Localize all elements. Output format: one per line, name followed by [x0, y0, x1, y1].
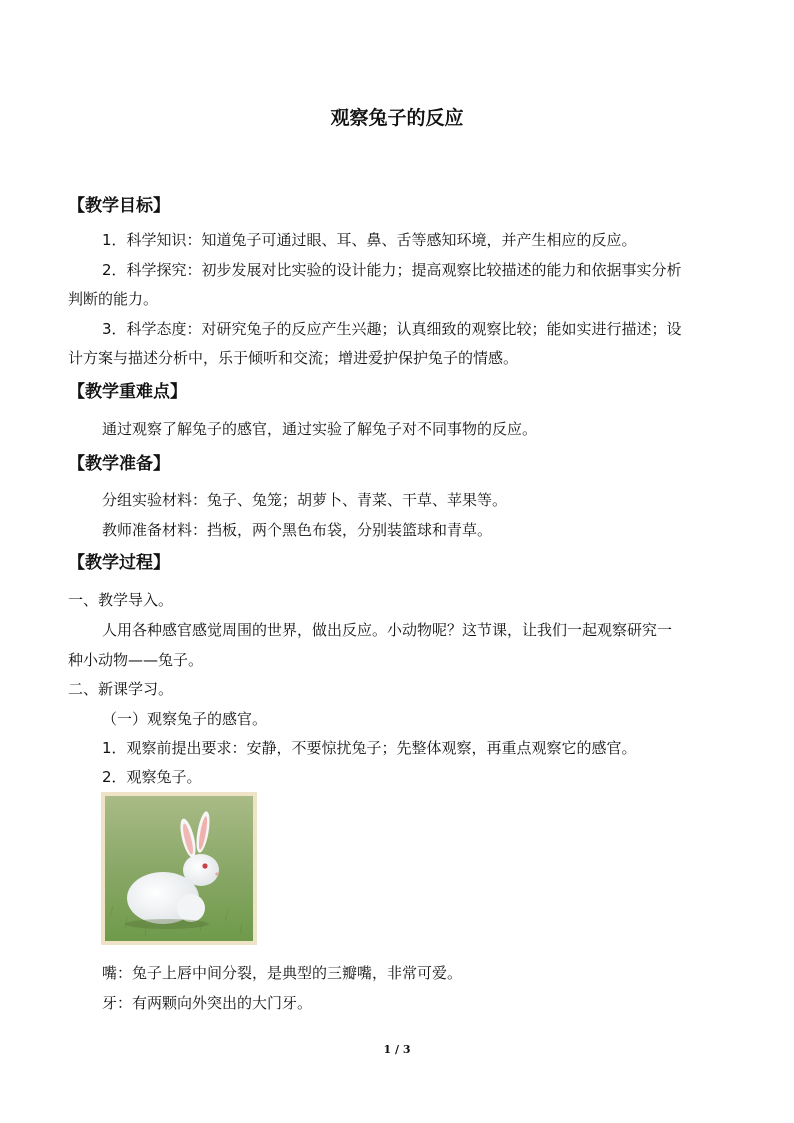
- prep-group-materials: 分组实验材料：兔子、兔笼；胡萝卜、青菜、干草、苹果等。: [102, 491, 508, 509]
- page-number: 1 / 3: [383, 1043, 411, 1056]
- section-heading-keypoints: 【教学重难点】: [68, 382, 187, 402]
- process-heading-intro: 一、教学导入。: [68, 591, 174, 609]
- step-observe-rabbit: 2．观察兔子。: [102, 768, 202, 786]
- prep-teacher-materials: 教师准备材料：挡板，两个黑色布袋，分别装篮球和青草。: [102, 521, 493, 539]
- page-title: 观察兔子的反应: [330, 107, 464, 129]
- goal-inquiry-line1: 2．科学探究：初步发展对比实验的设计能力；提高观察比较描述的能力和依据事实分析: [102, 261, 682, 279]
- goal-attitude-line1: 3．科学态度：对研究兔子的反应产生兴趣；认真细致的观察比较；能如实进行描述；设: [102, 320, 682, 338]
- intro-text-line2: 种小动物——兔子。: [68, 651, 204, 669]
- mouth-description: 嘴：兔子上唇中间分裂，是典型的三瓣嘴，非常可爱。: [102, 964, 463, 982]
- process-heading-new-lesson: 二、新课学习。: [68, 680, 174, 698]
- subheading-observe-senses: （一）观察兔子的感官。: [102, 710, 268, 728]
- goal-knowledge: 1．科学知识：知道兔子可通过眼、耳、鼻、舌等感知环境，并产生相应的反应。: [102, 231, 637, 249]
- keypoints-text: 通过观察了解兔子的感官，通过实验了解兔子对不同事物的反应。: [102, 420, 538, 438]
- teeth-description: 牙：有两颗向外突出的大门牙。: [102, 994, 313, 1012]
- section-heading-process: 【教学过程】: [68, 553, 170, 573]
- intro-text-line1: 人用各种感官感觉周围的世界，做出反应。小动物呢？这节课，让我们一起观察研究一: [102, 621, 673, 639]
- goal-attitude-line2: 计方案与描述分析中，乐于倾听和交流；增进爱护保护兔子的情感。: [68, 349, 519, 367]
- section-heading-goals: 【教学目标】: [68, 196, 170, 216]
- goal-inquiry-line2: 判断的能力。: [68, 290, 159, 308]
- section-heading-prep: 【教学准备】: [68, 454, 170, 474]
- rabbit-photo: [101, 792, 257, 945]
- step-requirements: 1．观察前提出要求：安静，不要惊扰兔子；先整体观察，再重点观察它的感官。: [102, 739, 637, 757]
